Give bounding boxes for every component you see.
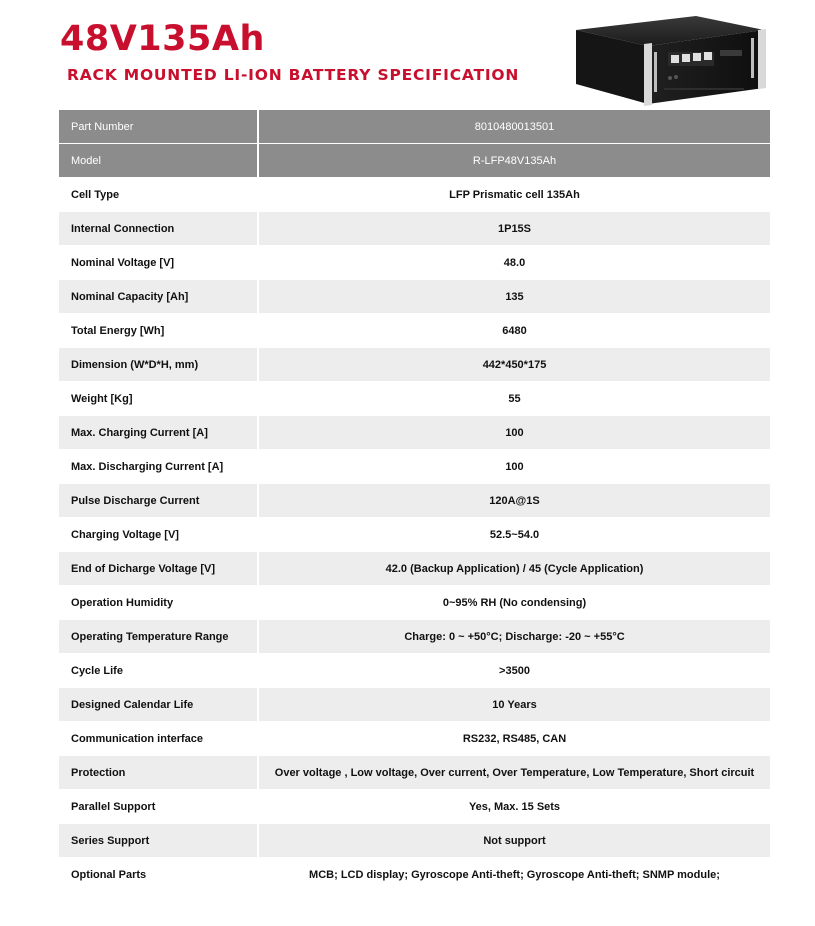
table-row: [59, 314, 770, 348]
spec-label: Weight [Kg]: [59, 382, 258, 416]
table-row: [59, 824, 770, 858]
battery-rack-icon: [568, 8, 772, 110]
spec-value: Charge: 0 ~ +50°C; Discharge: -20 ~ +55°C: [258, 620, 770, 654]
spec-label: Internal Connection: [59, 212, 258, 246]
spec-value: Not support: [258, 824, 770, 858]
spec-value: 442*450*175: [258, 348, 770, 382]
table-row: [59, 416, 770, 450]
spec-table: [59, 109, 770, 892]
spec-value: 8010480013501: [258, 110, 770, 144]
table-row: [59, 178, 770, 212]
spec-label: Max. Discharging Current [A]: [59, 450, 258, 484]
spec-value: 100: [258, 416, 770, 450]
spec-value: LFP Prismatic cell 135Ah: [258, 178, 770, 212]
page-title: 48V135Ah: [60, 19, 265, 59]
spec-label: Total Energy [Wh]: [59, 314, 258, 348]
spec-value: 0~95% RH (No condensing): [258, 586, 770, 620]
spec-label: Model: [59, 144, 258, 178]
spec-value: RS232, RS485, CAN: [258, 722, 770, 756]
spec-label: Operating Temperature Range: [59, 620, 258, 654]
spec-label: Nominal Voltage [V]: [59, 246, 258, 280]
spec-label: Series Support: [59, 824, 258, 858]
spec-value: 52.5~54.0: [258, 518, 770, 552]
spec-label: Optional Parts: [59, 858, 258, 892]
table-row: [59, 552, 770, 586]
spec-label: Pulse Discharge Current: [59, 484, 258, 518]
table-row: [59, 450, 770, 484]
spec-value: R-LFP48V135Ah: [258, 144, 770, 178]
table-row: [59, 790, 770, 824]
table-row: [59, 484, 770, 518]
spec-label: Max. Charging Current [A]: [59, 416, 258, 450]
spec-value: 6480: [258, 314, 770, 348]
spec-label: Communication interface: [59, 722, 258, 756]
table-row: [59, 246, 770, 280]
table-row: [59, 620, 770, 654]
spec-label: End of Dicharge Voltage [V]: [59, 552, 258, 586]
spec-label: Nominal Capacity [Ah]: [59, 280, 258, 314]
spec-value: 100: [258, 450, 770, 484]
table-row: [59, 688, 770, 722]
spec-value: >3500: [258, 654, 770, 688]
page-subtitle: RACK MOUNTED LI-ION BATTERY SPECIFICATION: [67, 66, 520, 84]
table-row: [59, 212, 770, 246]
table-row: [59, 382, 770, 416]
table-row: [59, 348, 770, 382]
spec-label: Operation Humidity: [59, 586, 258, 620]
table-row: [59, 858, 770, 892]
table-row: [59, 586, 770, 620]
table-row: [59, 280, 770, 314]
spec-value: Over voltage , Low voltage, Over current, Over Temperature, Low Temperature, Short circuit: [258, 756, 770, 790]
spec-value: 135: [258, 280, 770, 314]
spec-value: 42.0 (Backup Application) / 45 (Cycle Application): [258, 552, 770, 586]
spec-value: MCB; LCD display; Gyroscope Anti-theft; Gyroscope Anti-theft; SNMP module;: [258, 858, 770, 892]
table-row: [59, 518, 770, 552]
table-row: [59, 654, 770, 688]
spec-value: 1P15S: [258, 212, 770, 246]
table-row: [59, 144, 770, 178]
spec-value: 48.0: [258, 246, 770, 280]
spec-label: Part Number: [59, 110, 258, 144]
table-row: [59, 722, 770, 756]
spec-label: Protection: [59, 756, 258, 790]
spec-label: Dimension (W*D*H, mm): [59, 348, 258, 382]
spec-label: Cycle Life: [59, 654, 258, 688]
spec-value: 10 Years: [258, 688, 770, 722]
spec-label: Charging Voltage [V]: [59, 518, 258, 552]
spec-label: Cell Type: [59, 178, 258, 212]
spec-label: Designed Calendar Life: [59, 688, 258, 722]
spec-value: 120A@1S: [258, 484, 770, 518]
spec-label: Parallel Support: [59, 790, 258, 824]
table-row: [59, 110, 770, 144]
spec-value: Yes, Max. 15 Sets: [258, 790, 770, 824]
table-row: [59, 756, 770, 790]
spec-value: 55: [258, 382, 770, 416]
